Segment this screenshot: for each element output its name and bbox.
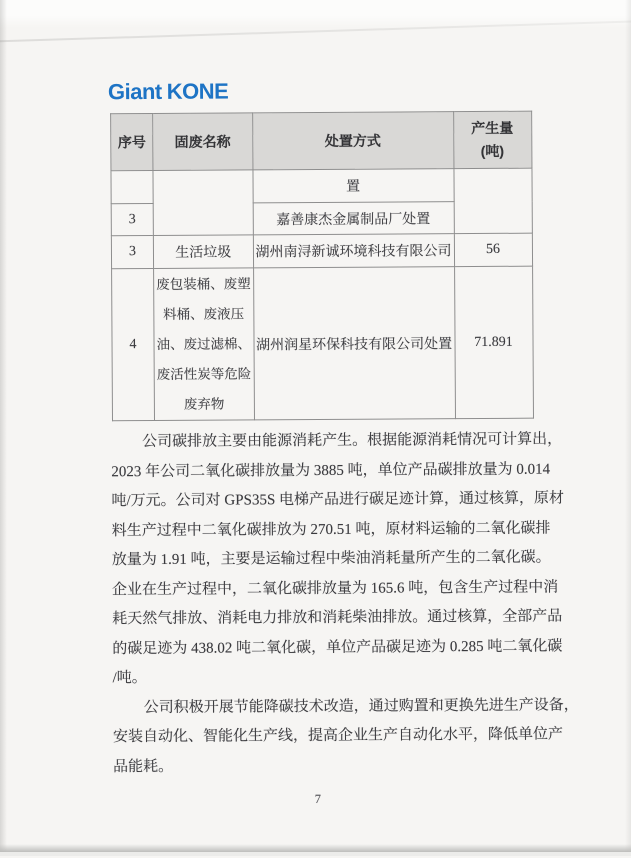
col-header-amount-line1: 产生量 [471,119,514,137]
cell-waste-name [154,268,254,421]
paragraph1-line: 料生产过程中二氧化碳排放为 270.51 吨，原材料运输的二氧化碳排 [111,520,551,539]
paragraph1-line: 耗天然气排放、消耗电力排放和消耗柴油排放。通过核算，全部产品 [112,608,563,628]
paragraph2-line: 公司积极开展节能降碳技术改造，通过购置和更换先进生产设备， [143,696,579,716]
page-number: 7 [314,791,321,807]
waste-name-line: 料桶、废液压 [163,305,245,322]
waste-name-line: 废包装桶、废塑 [156,275,251,292]
logo-text-giant: Giant [107,78,162,105]
paragraph1-line: 的碳足迹为 438.02 吨二氧化碳，单位产品碳足迹为 0.285 吨二氧化碳 [112,637,563,657]
paragraph1-line: 公司碳排放主要由能源消耗产生。根据能源消耗情况可计算出， [142,431,563,451]
table-row-continuation [111,168,532,204]
paragraph1-line: 2023 年公司二氧化碳排放量为 3885 吨，单位产品碳排放量为 0.014 [111,461,551,480]
cell-amount-merged-empty [453,168,531,233]
cell-index: 3 [111,203,153,235]
company-logo [108,80,228,105]
cell-disposal-method: 嘉善康杰金属制品厂处置 [253,202,454,235]
cell-waste-name-merged-empty [153,170,253,236]
table-row [111,233,532,269]
cell-disposal-method: 置 [252,169,453,203]
cell-disposal-method: 湖州润星环保科技有限公司处置 [253,267,455,420]
table-row [112,266,533,421]
cell-disposal-method: 湖州南浔新诚环境科技有限公司 [253,234,454,268]
waste-name-line: 废弃物 [183,396,225,412]
logo-text-kone: KONE [166,78,229,104]
paragraph2-line: 品能耗。 [113,758,174,775]
col-header-index: 序号 [111,113,153,170]
cell-waste-name: 生活垃圾 [153,235,253,269]
paragraph1-line: /吨。 [112,670,147,687]
paragraph1-line: 吨/万元。公司对 GPS35S 电梯产品进行碳足迹计算，通过核算，原材 [111,490,565,510]
paragraph1-line: 企业在生产过程中，二氧化碳排放量为 165.6 吨，包含生产过程中消 [111,579,559,598]
cell-index: 4 [112,268,155,420]
carbon-emissions-text [111,426,579,783]
scan-edge-left [0,0,7,856]
col-header-amount-line2: (吨) [480,142,505,159]
cell-index: 3 [111,235,153,268]
paragraph1-line: 放量为 1.91 吨，主要是运输过程中柴油消耗量所产生的二氧化碳。 [111,549,551,569]
col-header-amount [453,111,531,168]
paragraph2-line: 安装自动化、智能化生产线，提高企业生产自动化水平，降低单位产 [112,726,563,746]
table-header-row [111,111,532,171]
cell-amount: 71.891 [454,266,533,418]
waste-name-line: 油、废过滤棉、 [156,335,252,352]
scan-edge-right [625,0,631,856]
waste-name-line: 废活性炭等危险 [156,365,252,382]
cell-amount: 56 [454,233,532,266]
scan-edge-bottom [0,844,631,852]
col-header-disposal-method: 处置方式 [252,112,453,170]
col-header-waste-name: 固废名称 [153,113,253,171]
solid-waste-table [110,111,533,422]
scan-edge-bottom-sliver [0,852,631,856]
cell-index-empty [111,170,153,203]
